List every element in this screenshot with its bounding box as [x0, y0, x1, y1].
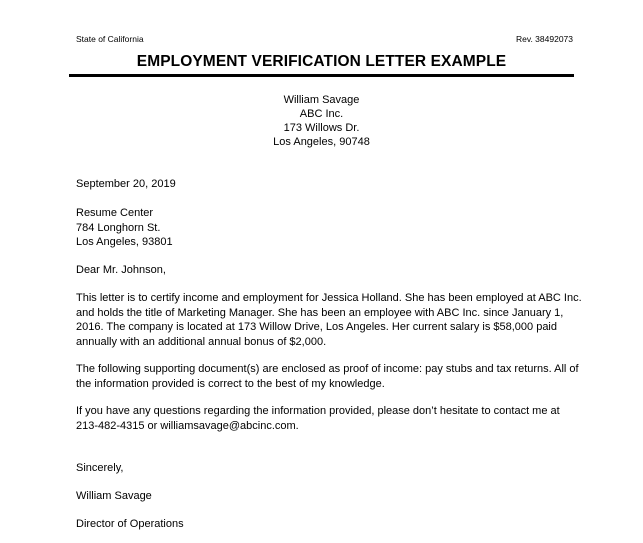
paragraph-line: annually with an additional annual bonus of $2,000. — [76, 336, 327, 349]
valediction: Sincerely, — [76, 462, 124, 474]
recipient-street: 784 Longhorn St. — [76, 221, 161, 234]
salutation: Dear Mr. Johnson, — [76, 264, 166, 276]
sender-company: ABC Inc. — [299, 108, 344, 120]
paragraph-line: This letter is to certify income and employment for Jessica Holland. She has been employed at ABC Inc. — [76, 292, 582, 304]
letter-date: September 20, 2019 — [76, 178, 176, 190]
revision-number: Rev. 38492073 — [515, 34, 573, 44]
sender-name: William Savage — [283, 94, 360, 106]
paragraph-line: the information provided is correct to the best of my knowledge. — [76, 377, 385, 390]
recipient-name: Resume Center — [76, 207, 154, 219]
paragraph-line: 213-482-4315 or williamsavage@abcinc.com. — [76, 419, 299, 432]
signer-name: William Savage — [76, 490, 152, 502]
signer-title: Director of Operations — [76, 518, 184, 530]
paragraph-line: 2016. The company is located at 173 Willow Drive, Los Angeles. Her current salary is $58,000 paid — [76, 321, 557, 334]
sender-street: 173 Willows Dr. — [283, 122, 360, 134]
paragraph-line: The following supporting document(s) are enclosed as proof of income: pay stubs and tax returns. All of — [76, 363, 579, 375]
sender-city: Los Angeles, 90748 — [273, 136, 370, 148]
state-label: State of California — [76, 34, 144, 44]
title-divider — [69, 74, 574, 77]
paragraph-line: If you have any questions regarding the information provided, please don’t hesitate to contact me at — [76, 405, 560, 417]
page-title: EMPLOYMENT VERIFICATION LETTER EXAMPLE — [136, 53, 507, 70]
paragraph-line: and holds the title of Marketing Manager. She has been an employee with ABC Inc. since January 1, — [76, 306, 564, 319]
recipient-city: Los Angeles, 93801 — [76, 236, 173, 249]
